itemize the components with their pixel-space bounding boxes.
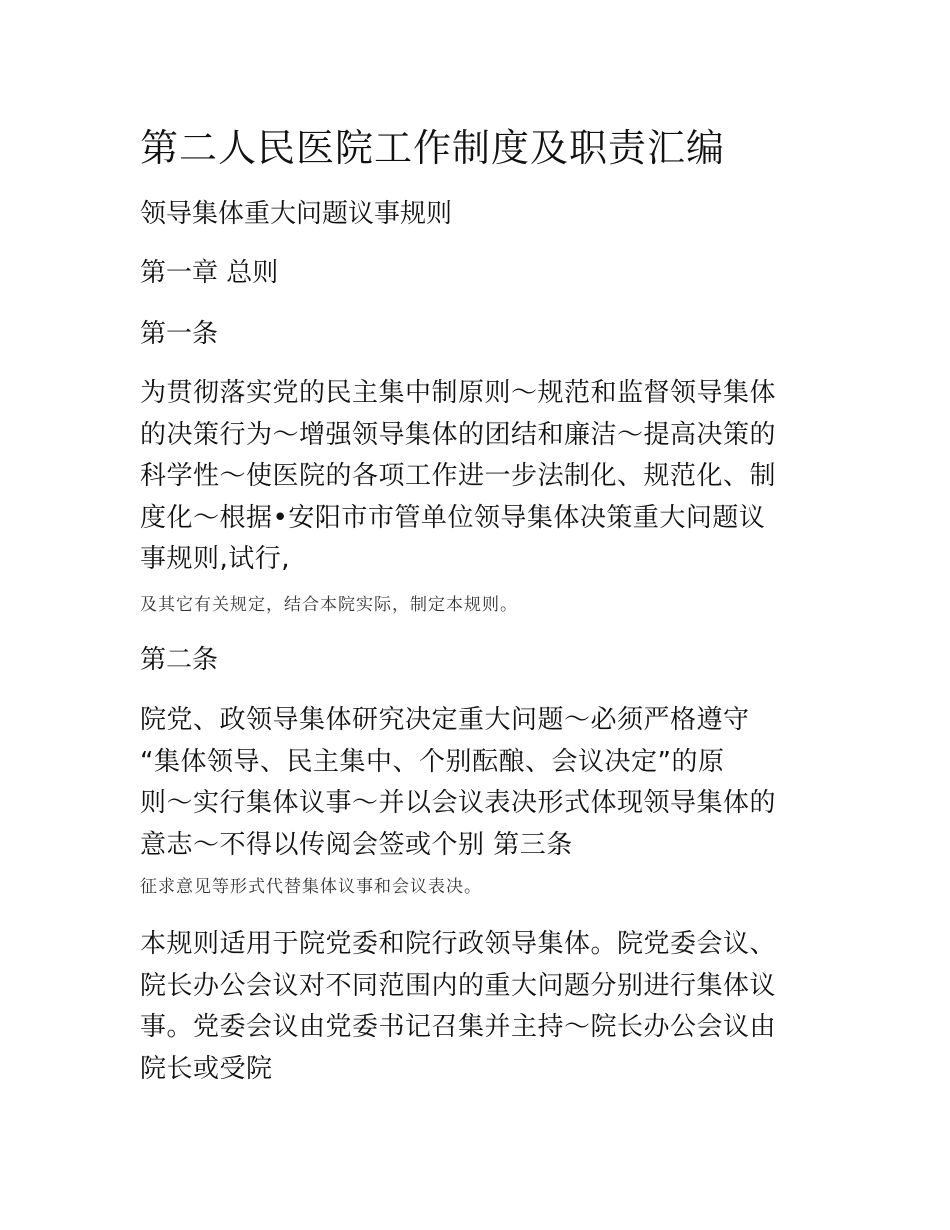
article-3-line: 事。党委会议由党委书记召集并主持～院长办公会议由 [140,1012,777,1042]
chapter-heading: 第一章 总则 [140,258,279,288]
article-1-line: 事规则,试行, [140,544,291,574]
document-title: 第二人民医院工作制度及职责汇编 [140,126,726,170]
article-2-line: 则～实行集体议事～并以会议表决形式体现领导集体的 [140,788,777,818]
document-subtitle: 领导集体重大问题议事规则 [140,199,453,229]
article-2-heading: 第二条 [140,645,219,675]
article-2-line: 意志～不得以传阅会签或个别 第三条 [140,829,573,860]
article-1-line: 度化～根据•安阳市市管单位领导集体决策重大问题议 [140,502,766,533]
article-2-line: 院党、政领导集体研究决定重大问题～必须严格遵守 [140,705,750,735]
article-3-line: 本规则适用于院党委和院行政领导集体。院党委会议、 [140,929,777,959]
article-1-line: 的决策行为～增强领导集体的团结和廉洁～提高决策的 [140,419,777,450]
article-3-line: 院长办公会议对不同范围内的重大问题分别进行集体议 [140,970,777,1001]
article-1-line: 科学性～使医院的各项工作进一步法制化、规范化、制 [140,461,777,491]
article-2-line: “集体领导、民主集中、个别酝酿、会议决定”的原 [140,746,725,777]
article-1-heading: 第一条 [140,319,219,349]
article-1-body [140,373,820,581]
article-1-note: 及其它有关规定，结合本院实际，制定本规则。 [140,595,518,615]
article-2-body [140,700,820,866]
article-3-body [140,924,820,1090]
article-3-line: 院长或受院 [140,1053,273,1084]
article-2-note: 征求意见等形式代替集体议事和会议表决。 [140,877,482,897]
article-1-line: 为贯彻落实党的民主集中制原则～规范和监督领导集体 [140,378,777,408]
